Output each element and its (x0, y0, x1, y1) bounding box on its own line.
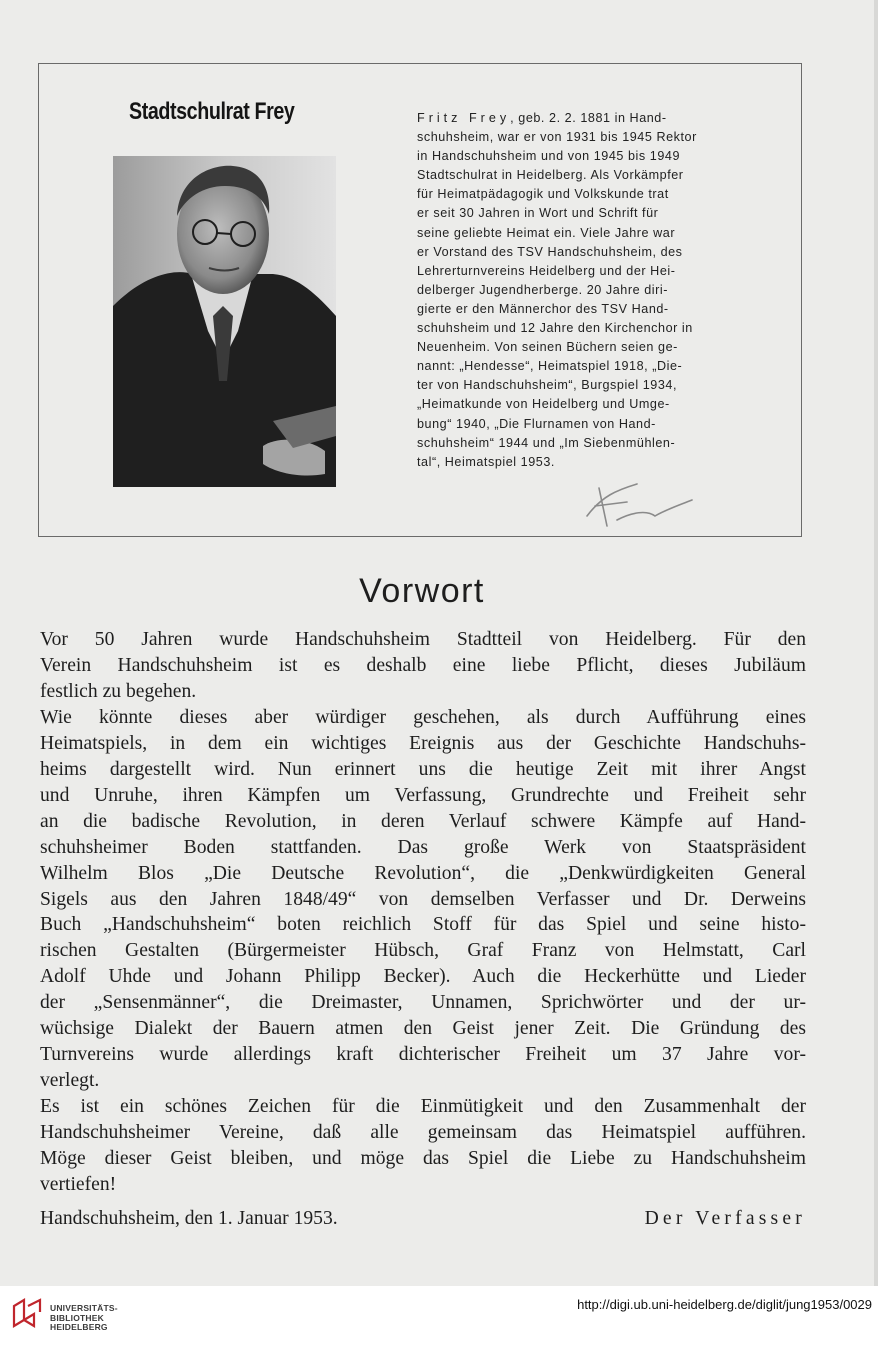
body-line: Möge dieser Geist bleiben, und möge das Spiel die Liebe zu Handschuhsheim (40, 1148, 806, 1170)
body-line: Heimatspiels, in dem ein wichtiges Ereignis aus der Geschichte Handschuhs- (40, 732, 806, 754)
bio-line: schuhsheim und 12 Jahre den Kirchenchor in (417, 321, 693, 336)
portrait-photo (113, 156, 336, 487)
body-line: Es ist ein schönes Zeichen für die Einmütigkeit und den Zusammenhalt der (40, 1096, 806, 1118)
body-line: Wie könnte dieses aber würdiger geschehen, als durch Aufführung eines (40, 706, 806, 728)
bio-line: delberger Jugendherberge. 20 Jahre diri- (417, 282, 668, 297)
body-line: der „Sensenmänner“, die Dreimaster, Unnamen, Sprichwörter und der ur- (40, 992, 806, 1014)
bio-line: seine geliebte Heimat ein. Viele Jahre war (417, 225, 676, 240)
profile-title: Stadtschulrat Frey (129, 98, 295, 125)
bio-line: er Vorstand des TSV Handschuhsheim, des (417, 244, 683, 259)
document-url-link[interactable]: http://digi.ub.uni-heidelberg.de/diglit/jung1953/0029 (577, 1297, 872, 1312)
body-line: Verein Handschuhsheim ist es deshalb eine liebe Pflicht, dieses Jubiläum (40, 654, 806, 676)
bio-line: Lehrerturnvereins Heidelberg und der Hei- (417, 263, 676, 278)
bio-line: tal“, Heimatspiel 1953. (417, 454, 555, 469)
body-line: Handschuhsheimer Vereine, daß alle gemeinsam das Heimatspiel aufführen. (40, 1122, 806, 1144)
body-line: wüchsige Dialekt der Bauern atmen den Geist jener Zeit. Die Gründung des (40, 1018, 806, 1040)
viewer-footer (0, 1286, 884, 1350)
bio-line: ter von Handschuhsheim“, Burgspiel 1934, (417, 378, 678, 393)
body-line: und Unruhe, ihren Kämpfen um Verfassung, Grundrechte und Freiheit sehr (40, 784, 806, 806)
body-line: verlegt. (40, 1070, 100, 1092)
body-line: Adolf Uhde und Johann Philipp Becker). Auch die Heckerhütte und Lieder (40, 966, 806, 988)
body-line: festlich zu begehen. (40, 680, 197, 702)
bio-name: Fritz Frey (417, 111, 511, 125)
bio-line: nannt: „Hendesse“, Heimatspiel 1918, „Die- (417, 359, 683, 374)
bio-line: Stadtschulrat in Heidelberg. Als Vorkämpfer (417, 168, 684, 183)
section-heading: Vorwort (359, 572, 485, 610)
biography-text (417, 109, 740, 472)
profile-box (38, 63, 802, 537)
body-line: Vor 50 Jahren wurde Handschuhsheim Stadtteil von Heidelberg. Für den (40, 629, 806, 650)
body-line: rischen Gestalten (Bürgermeister Hübsch, Graf Franz von Helmstatt, Carl (40, 940, 806, 962)
body-line: Wilhelm Blos „Die Deutsche Revolution“, die „Denkwürdigkeiten General (40, 862, 806, 884)
body-line: Buch „Handschuhsheim“ boten reichlich Stoff für das Spiel und seine histo- (40, 914, 806, 936)
bio-line: in Handschuhsheim und von 1945 bis 1949 (417, 149, 680, 164)
preface-text (40, 627, 806, 1198)
bio-line: bung“ 1940, „Die Flurnamen von Hand- (417, 416, 656, 431)
bio-line: „Heimatkunde von Heidelberg und Umge- (417, 397, 670, 412)
handwritten-signature (577, 476, 697, 541)
bio-line: Fritz Frey, geb. 2. 2. 1881 in Hand- (417, 111, 667, 125)
body-line: heims dargestellt wird. Nun erinnert uns die heutige Zeit mit ihrer Angst (40, 758, 806, 780)
bio-line: schuhsheim, war er von 1931 bis 1945 Rektor (417, 130, 697, 145)
body-line: vertiefen! (40, 1174, 117, 1196)
bio-line: er seit 30 Jahren in Wort und Schrift für (417, 206, 659, 221)
library-name: UNIVERSITÄTS- BIBLIOTHEK HEIDELBERG (50, 1303, 118, 1332)
author-signoff: Der Verfasser (644, 1208, 806, 1229)
body-line: an die badische Revolution, in deren Verlauf schwere Kämpfe auf Hand- (40, 810, 806, 832)
university-library-logo-icon[interactable] (10, 1296, 44, 1330)
bio-line: schuhsheim“ 1944 und „Im Siebenmühlen- (417, 435, 676, 450)
body-line: schuhsheimer Boden stattfanden. Das große Werk von Staatspräsident (40, 836, 806, 858)
bio-line: Neuenheim. Von seinen Büchern seien ge- (417, 340, 678, 355)
bio-line: gierte er den Männerchor des TSV Hand- (417, 301, 669, 316)
place-date: Handschuhsheim, den 1. Januar 1953. (40, 1208, 338, 1229)
body-line: Sigels aus den Jahren 1848/49“ von demselben Verfasser und Dr. Derweins (40, 888, 806, 910)
bio-line: für Heimatpädagogik und Volkskunde trat (417, 187, 669, 202)
body-line: Turnvereins wurde allerdings kraft dichterischer Freiheit um 37 Jahre vor- (40, 1044, 806, 1066)
